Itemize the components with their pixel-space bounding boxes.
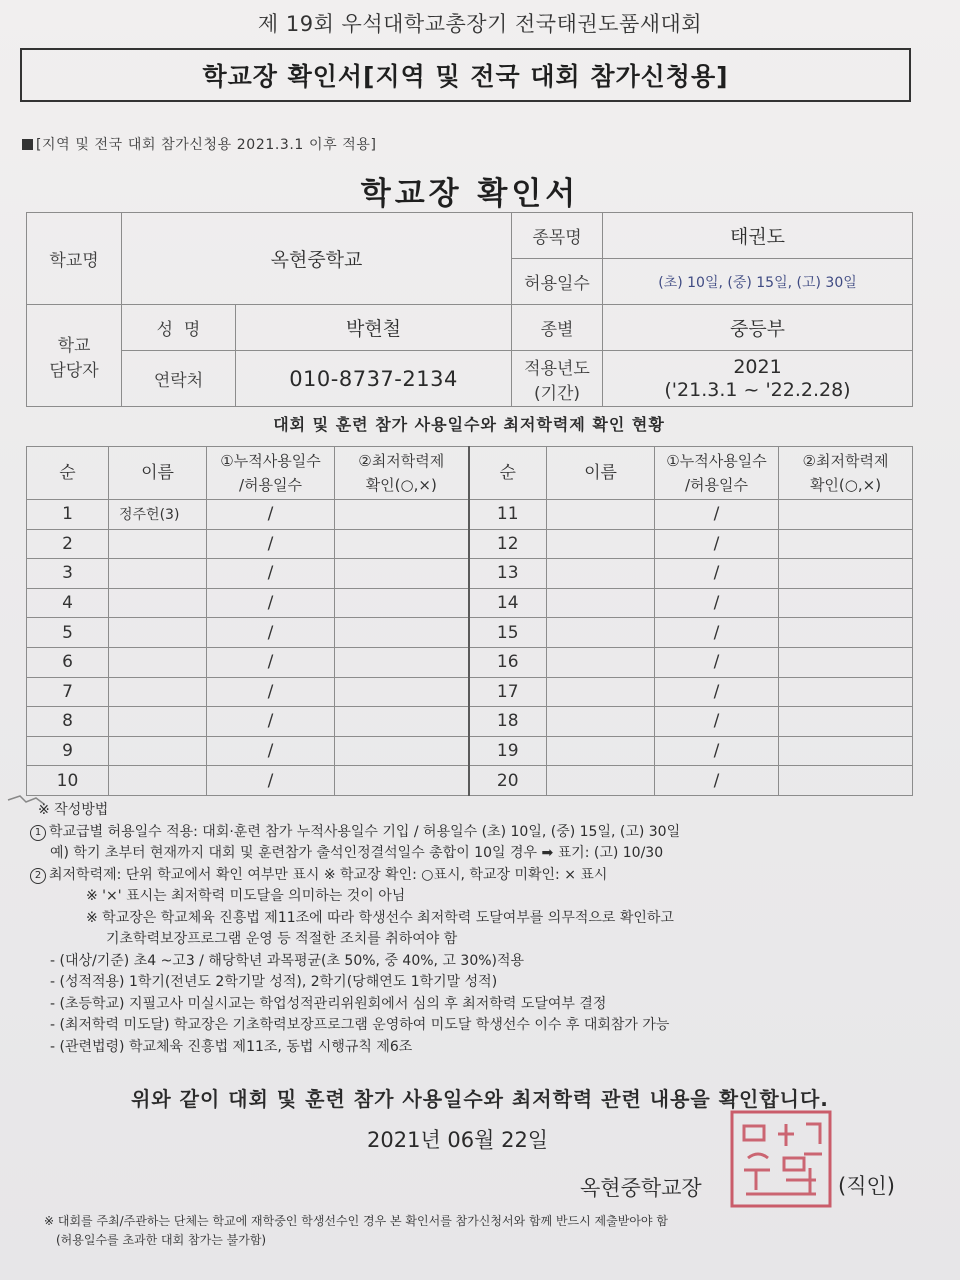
detail-laws: - (관련법령) 학교체육 진흥법 제11조, 동법 시행규칙 제6조 xyxy=(50,1038,413,1055)
table-header-row xyxy=(27,447,913,500)
detail-grades: - (성적적용) 1학기(전년도 2학기말 성적), 2학기(당해연도 1학기말 성적) xyxy=(50,974,498,990)
sport-value: 태권도 xyxy=(603,213,913,259)
header-days: ①누적사용일수 /허용일수 xyxy=(207,447,335,500)
competition-title: 제 19회 우석대학교총장기 전국태권도품새대회 xyxy=(257,12,703,36)
instructions-title: ※ 작성방법 xyxy=(38,802,109,818)
principal-name: 옥현중학교장 xyxy=(580,1176,702,1200)
table-row: 7 / 17 / xyxy=(27,677,913,707)
header-no: 순 xyxy=(27,447,109,500)
allowed-days-value: (초) 10일, (중) 15일, (고) 30일 xyxy=(603,259,913,305)
detail-target: - (대상/기준) 초4 ~고3 / 해당학년 과목평균(초 50%, 중 40%, 고 30%)적용 xyxy=(50,952,525,969)
table-row: 6 / 16 / xyxy=(27,647,913,677)
header-name-2: 이름 xyxy=(547,447,655,500)
instructions xyxy=(30,800,920,1058)
athlete-status-table xyxy=(26,446,913,796)
table-row: 10 / 20 / xyxy=(27,766,913,796)
table-row: 2 / 12 / xyxy=(27,529,913,559)
instruction-1: 1 학교급별 허용일수 적용: 대회·훈련 참가 누적사용일수 기입 / 허용일수 (초) 10일, (중) 15일, (고) 30일 xyxy=(30,822,920,844)
circled-two-icon: 2 xyxy=(30,868,46,884)
school-name-value: 옥현중학교 xyxy=(122,213,512,305)
header-name: 이름 xyxy=(109,447,207,500)
header-check-2: ②최저학력제 확인(○,×) xyxy=(779,447,913,500)
table-row: 5 / 15 / xyxy=(27,618,913,648)
header-no-2: 순 xyxy=(469,447,547,500)
staff-name-label: 성 명 xyxy=(122,305,236,351)
table-row: 9 / 19 / xyxy=(27,736,913,766)
seal-label: (직인) xyxy=(838,1174,895,1198)
year-label: 적용년도 (기간) xyxy=(512,351,603,407)
footer-note: ※ 대회를 주최/주관하는 단체는 학교에 재학중인 학생선수인 경우 본 확인서를 참가신청서와 함께 반드시 제출받아야 함 (허용일수를 초과한 대회 참가는 불가함) xyxy=(44,1214,668,1247)
applicability-note: [지역 및 전국 대회 참가신청용 2021.3.1 이후 적용] xyxy=(22,134,377,154)
contact-label: 연락처 xyxy=(122,351,236,407)
form-title: 학교장 확인서[지역 및 전국 대회 참가신청용] xyxy=(202,62,729,91)
category-label: 종별 xyxy=(512,305,603,351)
category-value: 중등부 xyxy=(603,305,913,351)
document-title: 학교장 확인서 xyxy=(360,176,580,212)
table-row: 8 / 18 / xyxy=(27,707,913,737)
issue-date: 2021년 06월 22일 xyxy=(367,1128,549,1152)
instruction-2-law: ※ 학교장은 학교체육 진흥법 제11조에 따라 학생선수 최저학력 도달여부를 의무적으로 확인하고 xyxy=(86,909,674,926)
school-name-label: 학교명 xyxy=(27,213,122,305)
sport-label: 종목명 xyxy=(512,213,603,259)
allowed-days-label: 허용일수 xyxy=(512,259,603,305)
contact-value: 010-8737-2134 xyxy=(236,351,512,407)
table-row: 4 / 14 / xyxy=(27,588,913,618)
form-title-box xyxy=(20,48,911,102)
section-title: 대회 및 훈련 참가 사용일수와 최저학력제 확인 현황 xyxy=(273,415,665,434)
instruction-2-note: ※ '×' 표시는 최저학력 미도달을 의미하는 것이 아님 xyxy=(86,888,406,904)
staff-name-value: 박현철 xyxy=(236,305,512,351)
header-days-2: ①누적사용일수 /허용일수 xyxy=(655,447,779,500)
instruction-2: 2 최저학력제: 단위 학교에서 확인 여부만 표시 ※ 학교장 확인: ○표시, 학교장 미확인: × 표시 xyxy=(30,865,920,887)
official-seal-stamp xyxy=(726,1108,836,1210)
detail-unmet: - (최저학력 미도달) 학교장은 기초학력보장프로그램 운영하여 미도달 학생선수 이수 후 대회참가 가능 xyxy=(50,1017,670,1033)
instruction-1-example: 예) 학기 초부터 현재까지 대회 및 훈련참가 출석인정결석일수 총합이 10일 경우 ➡ 표기: (고) 10/30 xyxy=(50,845,664,861)
detail-elementary: - (초등학교) 지필고사 미실시교는 학업성적관리위원회에서 심의 후 최저학력 도달여부 결정 xyxy=(50,995,607,1012)
confirmation-statement: 위와 같이 대회 및 훈련 참가 사용일수와 최저학력 관련 내용을 확인합니다. xyxy=(131,1087,829,1111)
circled-one-icon: 1 xyxy=(30,825,46,841)
table-row: 3 / 13 / xyxy=(27,559,913,589)
header-check: ②최저학력제 확인(○,×) xyxy=(335,447,469,500)
square-bullet-icon xyxy=(22,139,33,150)
instruction-2-law-cont: 기초학력보장프로그램 운영 등 적절한 조치를 취하여야 함 xyxy=(106,931,458,947)
staff-label: 학교 담당자 xyxy=(27,305,122,407)
year-value: 2021 ('21.3.1 ~ '22.2.28) xyxy=(603,351,913,407)
school-info-table xyxy=(26,212,913,407)
table-row: 1 정주헌(3) / 11 / xyxy=(27,500,913,530)
